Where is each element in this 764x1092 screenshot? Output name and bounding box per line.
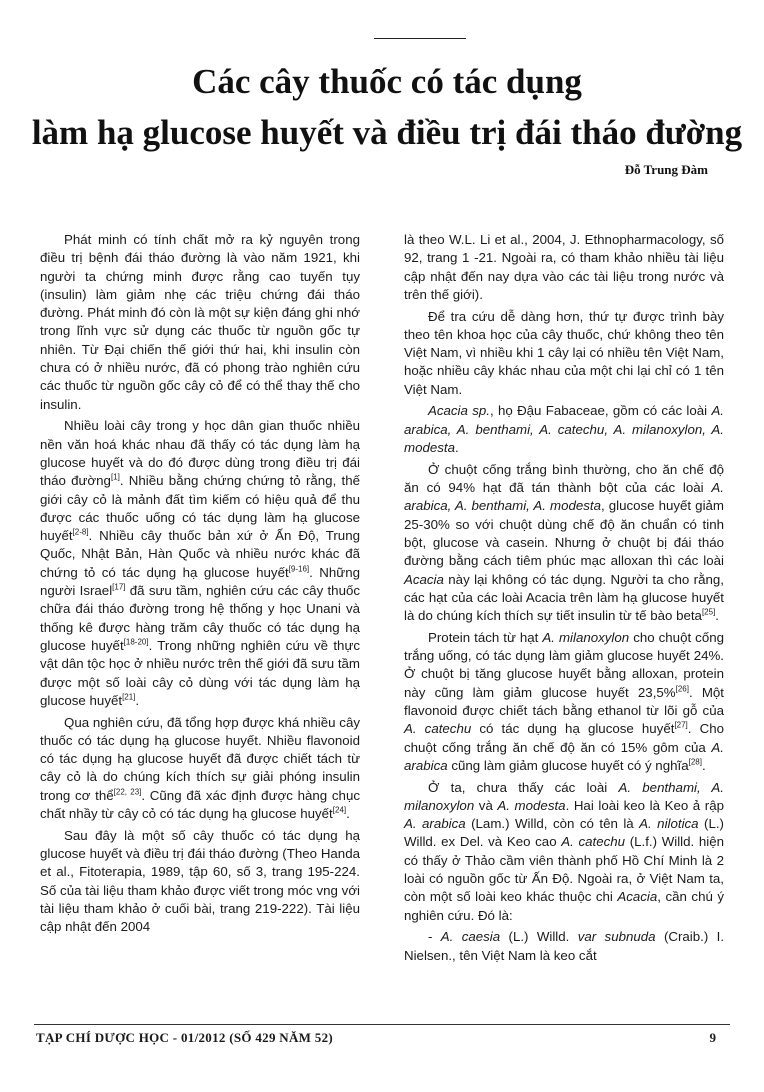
page-number: 9: [709, 1030, 716, 1045]
citation: [18-20]: [123, 637, 149, 647]
right-column: [404, 231, 724, 968]
title-line-1: Các cây thuốc có tác dụng: [192, 62, 582, 101]
paragraph: Acacia sp., họ Đậu Fabaceae, gồm có các loài A. arabica, A. benthami, A. catechu, A. milanoxylon, A. modesta.: [404, 403, 725, 456]
citation: [22, 23]: [113, 787, 142, 797]
author-name: Đỗ Trung Đàm: [624, 162, 708, 177]
citation: [17]: [112, 582, 126, 592]
paragraph: là theo W.L. Li et al., 2004, J. Ethnopharmacology, số 92, trang 1 -21. Ngoài ra, có tham khảo nhiều tài liệu cập nhật đến nay dựa vào các tài liệu trong nước và trên thế giới).: [404, 232, 724, 302]
paragraph: - A. caesia (L.) Willd. var subnuda (Craib.) I. Nielsen., tên Việt Nam là keo cắt: [404, 929, 725, 963]
paragraph: Protein tách từ hạt A. milanoxylon cho chuột cống trắng uống, có tác dụng làm giảm glucose huyết 24%. Ở chuột bị tăng glucose huyết bằng alloxan, protein này cũng làm giảm glucose huyết 23,5%[26]. Một flavonoid được chiết tách bằng ethanol từ lõi gỗ của A. catechu có tác dụng hạ glucose huyết[27]. Cho chuột cống trắng ăn chế độ ăn có 15% gôm của A. arabica cũng làm giảm glucose huyết có ý nghĩa[28].: [404, 629, 725, 773]
top-rule: [374, 38, 466, 39]
left-column: [40, 231, 360, 940]
citation: [27]: [674, 720, 688, 730]
footer-rule: [34, 1024, 730, 1025]
citation: [1]: [110, 472, 120, 482]
citation: [2-8]: [72, 527, 89, 537]
citation: [24]: [332, 805, 347, 815]
paragraph: Nhiều loài cây trong y học dân gian thuốc nhiều nền văn hoá khác nhau đã thấy có tác dụng làm hạ glucose huyết và do đó được dùng trong điều trị đái tháo đường[1]. Nhiều bằng chứng chứng tỏ rằng, thế giới cây cỏ là mảnh đất tìm kiếm có hiệu quả để thu được các thuốc uống có tác dụng làm hạ glucose huyết[2-8]. Nhiều cây thuốc bản xứ ở Ấn Độ, Trung Quốc, Nhật Bản, Hàn Quốc và nhiều nước khác đã chứng tỏ có tác dụng hạ glucose huyết[9-16]. Những người Israel[17] đã sưu tầm, nghiên cứu các cây thuốc chữa đái tháo đường trong hệ thống y học Unani và thống kê được hàng trăm cây thuốc có tác dụng hạ glucose huyết[18-20]. Trong những nghiên cứu về thực vật dân tộc học ở nhiều nước trên thế giới đã sưu tầm được một số loài cây cỏ dùng với tác dụng làm hạ glucose huyết[21].: [40, 418, 361, 708]
journal-footer: TẠP CHÍ DƯỢC HỌC - 01/2012 (SỐ 429 NĂM 52): [36, 1030, 334, 1045]
paragraph: Phát minh có tính chất mở ra kỷ nguyên trong điều trị bệnh đái tháo đường là vào năm 1921, khi người ta chứng minh được rằng cao tuyến tụy (insulin) làm giảm nhẹ các triệu chứng đái tháo đường. Phát minh đó còn là một sự kiện đáng ghi nhớ trong lĩnh vực sử dụng các thuốc từ nguồn gốc tự nhiên. Từ Đại chiến thế giới thứ hai, khi insulin còn chưa có ở nhiều nước, đã có phong trào nghiên cứu các thuốc từ nguồn gốc cây cỏ để có thể thay thế cho insulin.: [40, 232, 360, 412]
citation: [25]: [701, 607, 716, 617]
paragraph: Qua nghiên cứu, đã tổng hợp được khá nhiều cây thuốc có tác dụng hạ glucose huyết. Nhiều flavonoid có tác dụng hạ glucose huyết đã được chiết tách từ cây cỏ là do chúng kích thích sự giải phóng insulin trong cơ thể[22, 23]. Cũng đã xác định được hàng chục chất nhầy từ cây cỏ có tác dụng hạ glucose huyết[24].: [40, 714, 360, 821]
paragraph: Để tra cứu dễ dàng hơn, thứ tự được trình bày theo tên khoa học của cây thuốc, chứ không theo tên Việt Nam, vì nhiều khi 1 cây lại có nhiều tên Việt Nam, hoặc nhiều cây khác nhau của một chi lại chỉ có 1 tên Việt Nam.: [404, 308, 724, 397]
citation: [21]: [122, 692, 136, 702]
citation: [28]: [688, 757, 702, 767]
paragraph: Sau đây là một số cây thuốc có tác dụng hạ glucose huyết và điều trị đái tháo đường (Theo Handa et al., Fitoterapia, 1989, tập 60, số 3, trang 195-224. Số của tài liệu tham khảo được viết trong móc vng với tài liệu tham khảo ở cuối bài, trang 219-222). Tài liệu cập nhật đến 2004: [40, 827, 360, 935]
title-line-2: làm hạ glucose huyết và điều trị đái tháo đường: [31, 113, 743, 152]
paragraph: Ở chuột cống trắng bình thường, cho ăn chế độ ăn có 94% hạt đã tán thành bột của các loài A. arabica, A. benthami, A. modesta, glucose huyết giảm 25-30% so với chuột dùng chế độ ăn chuẩn có tinh bột, glucose và casein. Nhưng ở chuột bị đái tháo đường bằng cách tiêm phúc mạc alloxan thì các loài Acacia này lại không có tác dụng. Người ta cho rằng, các hạt của các loài Acacia trên làm hạ glucose huyết là do chúng kích thích sự tiết insulin từ tế bào beta[25].: [404, 461, 724, 624]
citation: [26]: [675, 684, 689, 694]
article-title: [30, 56, 744, 158]
paragraph: Ở ta, chưa thấy các loài A. benthami, A. milanoxylon và A. modesta. Hai loài keo là Keo ả rập A. arabica (Lam.) Willd, còn có tên là A. nilotica (L.) Willd. ex Del. và Keo cao A. catechu (L.f.) Willd. hiện có thấy ở Thảo cầm viên thành phố Hồ Chí Minh là 2 loài có nguồn gốc từ Ấn Độ. Ngoài ra, ở Việt Nam ta, còn một số loài keo khác thuộc chi Acacia, cần chú ý nghiên cứu. Đó là:: [404, 779, 725, 923]
citation: [9-16]: [288, 564, 310, 574]
